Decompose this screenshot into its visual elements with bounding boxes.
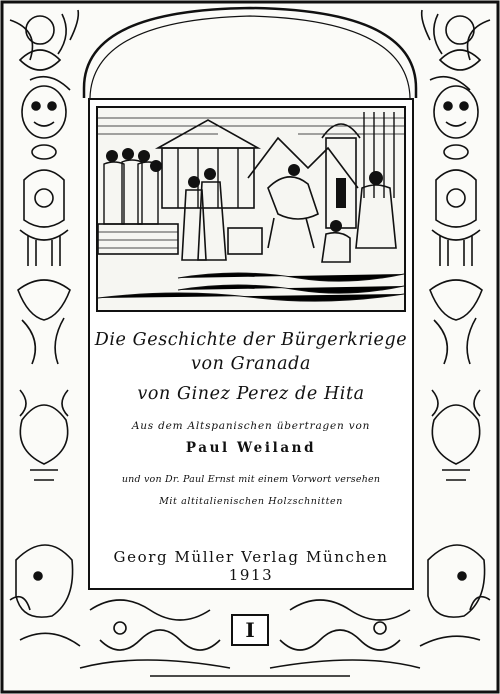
volume-number: I [245, 618, 255, 642]
foreword-line: und von Dr. Paul Ernst mit einem Vorwort versehen [121, 474, 381, 485]
title-line-1: Die Geschichte der Bürgerkriege [94, 330, 408, 350]
title-line-2: von Granada [191, 354, 311, 374]
illustrations-line: Mit altitalienischen Holzschnitten [159, 496, 343, 507]
top-right-cherub-ornament [422, 10, 490, 90]
translation-intro: Aus dem Altspanischen übertragen von [131, 420, 371, 432]
left-column-ornaments [10, 86, 80, 646]
author-line: von Ginez Perez de Hita [137, 384, 365, 404]
courtly-scene-picture [98, 108, 404, 310]
woodcut-illustration [96, 106, 406, 312]
publisher-line: Georg Müller Verlag München 1913 [113, 548, 389, 584]
right-column-ornaments [420, 86, 490, 646]
translator-name: Paul Weiland [185, 440, 317, 456]
top-left-cherub-ornament [10, 10, 78, 90]
volume-box [231, 614, 269, 646]
